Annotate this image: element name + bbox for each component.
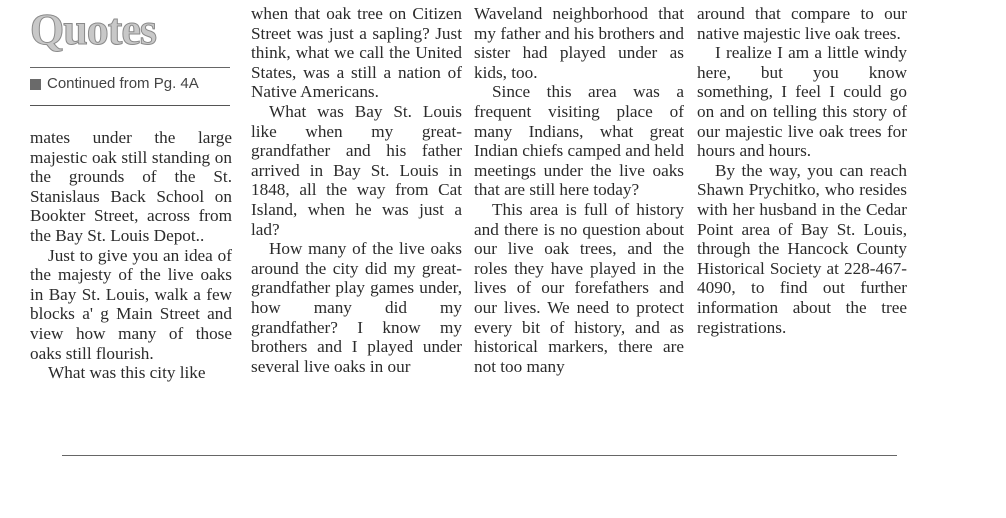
paragraph: By the way, you can reach Shawn Prychitko, who resides with her husband in the Cedar Point area of Bay St. Louis, through the Hancock County Historical Society at 228-467-4090, to find out further information about the tree registrations.: [697, 160, 907, 337]
masthead-rule: [30, 67, 230, 68]
paragraph: mates under the large majestic oak still standing on the grounds of the St. Stanislaus Back School on Bookter Street, across from the Bay St. Louis Depot..: [30, 128, 232, 245]
article-end-rule: [62, 455, 897, 456]
paragraph: What was this city like: [48, 363, 206, 383]
article-column-3: [474, 4, 684, 376]
paragraph: Since this area was a frequent visiting place of many Indians, what great Indian chiefs camped and held meetings under the live oaks that are still here today?: [474, 82, 684, 200]
paragraph: This area is full of history and there is no question about our live oak trees, and the roles they have played in the lives of our forefathers and our lives. We need to protect every bit of history, and as historical markers, there are not too many: [474, 199, 684, 376]
paragraph: I realize I am a little windy here, but you know something, I feel I could go on and on telling this story of our majestic live oak trees for hours and hours.: [697, 43, 907, 161]
paragraph: Just to give you an idea of the majesty of the live oaks in Bay St. Louis, walk a few blocks a' g Main Street and view how many of those oaks still flourish.: [30, 245, 232, 363]
masthead-title: Quotes: [30, 5, 156, 54]
paragraph: around that compare to our native majestic live oak trees.: [697, 4, 907, 43]
continued-rule: [30, 105, 230, 106]
continued-notice: [30, 74, 199, 94]
continued-label: Continued from Pg. 4A: [47, 75, 199, 92]
square-bullet-icon: [30, 79, 41, 90]
paragraph: How many of the live oaks around the city did my great-grandfather play games under, how many did my grandfather? I know my brothers and I played under several live oaks in our: [251, 239, 462, 376]
paragraph: Waveland neighborhood that my father and his brothers and sister had played under as kids, too.: [474, 4, 684, 82]
paragraph: when that oak tree on Citizen Street was just a sapling? Just think, what we call the United States, was a still a nation of Native Americans.: [251, 4, 462, 102]
article-column-1: [30, 128, 232, 383]
article-column-2: [251, 4, 462, 376]
paragraph: What was Bay St. Louis like when my great-grandfather and his father arrived in Bay St. Louis in 1848, all the way from Cat Island, when he was just a lad?: [251, 101, 462, 239]
article-column-4: [697, 4, 907, 337]
